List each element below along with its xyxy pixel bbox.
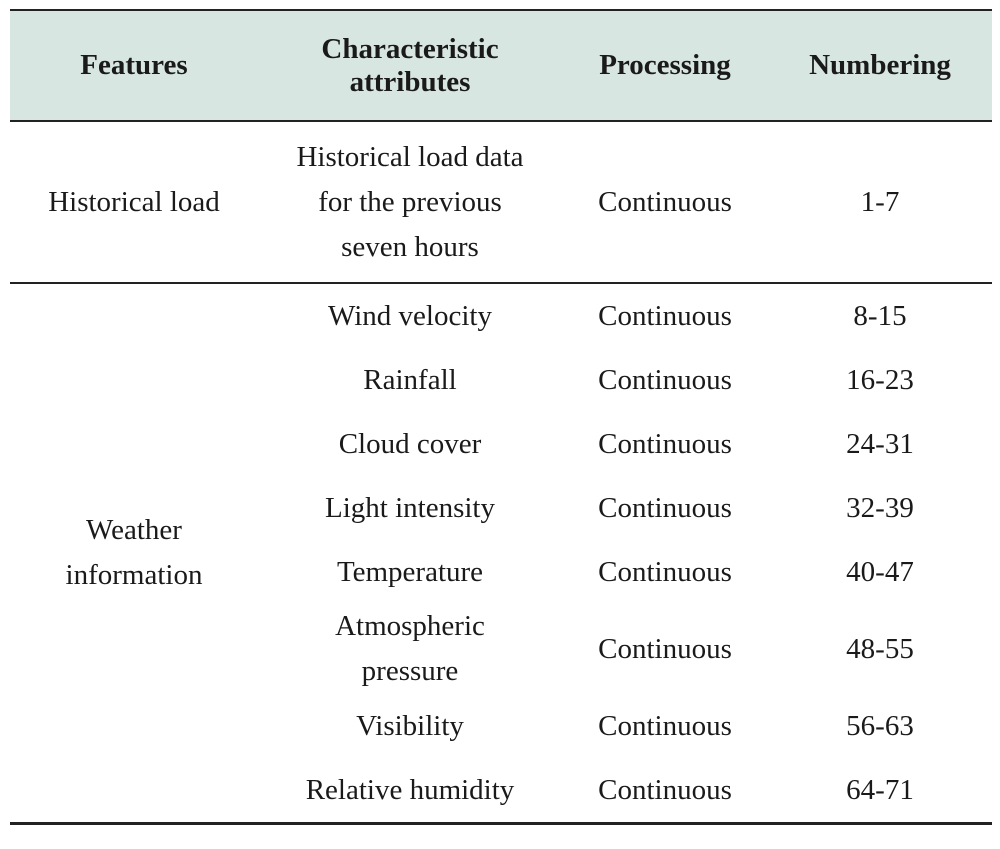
cell-processing: Continuous [598,491,732,524]
attribute-line-1: Atmospheric [335,610,485,642]
cell-numbering: 64-71 [768,758,992,824]
cell-numbering: 56-63 [846,709,914,742]
cell-processing: Continuous [598,709,732,742]
cell-feature-historical-load: Historical load [10,121,258,283]
header-characteristic-attributes-text: Characteristic attributes [321,32,499,98]
header-row [10,10,992,121]
cell-attribute: Cloud cover [338,427,482,460]
cell-attribute: Relative humidity [258,758,562,824]
cell-processing: Continuous [598,555,732,588]
feature-table [10,9,992,825]
table-row-wind-velocity [10,283,992,348]
cell-numbering: 32-39 [846,491,914,524]
cell-numbering: 1-7 [768,121,992,283]
header-processing: Processing [562,10,768,121]
header-features: Features [10,10,258,121]
cell-processing: Continuous [562,758,768,824]
attribute-line-2: for the previous [318,185,502,218]
cell-numbering: 8-15 [853,299,907,332]
feature-table-container [10,9,992,825]
cell-processing: Continuous [598,363,732,396]
cell-attribute-historical [258,121,562,283]
cell-attribute: Rainfall [363,363,457,396]
header-characteristic-attributes [258,10,562,121]
cell-processing: Continuous [562,121,768,283]
attribute-line-3: seven hours [341,230,479,263]
table-body [10,121,992,824]
table-header [10,10,992,121]
cell-attribute: Wind velocity [328,299,492,332]
cell-processing: Continuous [598,299,732,332]
cell-attribute: Visibility [356,709,464,742]
cell-attribute [258,604,562,694]
cell-numbering: 48-55 [846,632,914,665]
attribute-line-1: Historical load data [296,140,524,173]
weather-line-1: Weather [86,514,182,546]
cell-processing: Continuous [598,427,732,460]
cell-numbering: 24-31 [846,427,914,460]
cell-numbering: 16-23 [846,363,914,396]
weather-line-2: information [65,559,203,591]
cell-processing: Continuous [598,632,732,665]
cell-feature-weather-information [10,283,258,824]
cell-attribute: Temperature [336,555,484,588]
cell-numbering: 40-47 [846,555,914,588]
cell-attribute: Light intensity [325,491,495,524]
header-numbering: Numbering [768,10,992,121]
attribute-line-2: pressure [361,655,459,687]
table-row-historical-load [10,121,992,283]
